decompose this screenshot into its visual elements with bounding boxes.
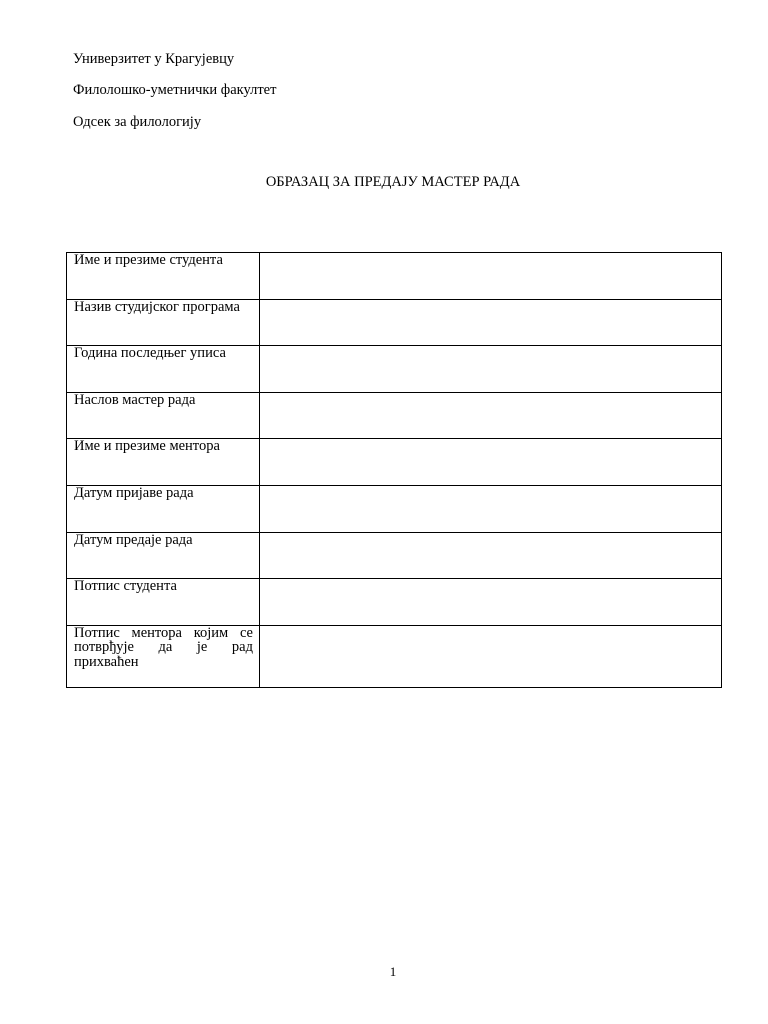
row-label-cell: [67, 346, 260, 393]
mentor-signature-label: Потпис ментора којим се потврђује да је рад прихваћен: [74, 624, 253, 670]
form-title: ОБРАЗАЦ ЗА ПРЕДАЈУ МАСТЕР РАДА: [265, 174, 521, 190]
page-number: 1: [389, 964, 397, 979]
study-program-field[interactable]: [260, 299, 722, 346]
table-row: [67, 532, 722, 579]
registration-date-label: Датум пријаве рада: [74, 484, 194, 501]
row-label-cell: [67, 579, 260, 626]
table-row: [67, 346, 722, 393]
row-label-cell: [67, 392, 260, 439]
thesis-title-label: Наслов мастер рада: [74, 391, 196, 408]
last-enrollment-year-field[interactable]: [260, 346, 722, 393]
submission-date-field[interactable]: [260, 532, 722, 579]
registration-date-field[interactable]: [260, 485, 722, 532]
student-signature-label: Потпис студента: [74, 578, 177, 595]
thesis-title-field[interactable]: [260, 392, 722, 439]
row-label-cell: [67, 485, 260, 532]
mentor-name-field[interactable]: [260, 439, 722, 486]
table-row: [67, 392, 722, 439]
row-label-cell: [67, 253, 260, 300]
table-row: [67, 625, 722, 687]
student-name-label: Име и презиме студента: [74, 252, 223, 268]
submission-date-label: Датум предаје рада: [74, 531, 193, 548]
row-label-cell: [67, 439, 260, 486]
table-row: [67, 485, 722, 532]
table-row: [67, 439, 722, 486]
mentor-name-label: Име и презиме ментора: [74, 438, 220, 455]
student-name-field[interactable]: [260, 253, 722, 300]
mentor-signature-field[interactable]: [260, 625, 722, 687]
submission-form-table: [66, 252, 722, 688]
last-enrollment-year-label: Година последњег уписа: [74, 345, 226, 362]
department-name: Одсек за филологију: [73, 114, 202, 130]
table-row: [67, 253, 722, 300]
row-label-cell: [67, 625, 260, 687]
table-row: [67, 579, 722, 626]
student-signature-field[interactable]: [260, 579, 722, 626]
table-row: [67, 299, 722, 346]
faculty-name: Филолошко-уметнички факултет: [73, 82, 277, 98]
row-label-cell: [67, 299, 260, 346]
study-program-label: Назив студијског програма: [74, 298, 240, 315]
university-name: Универзитет у Крагујевцу: [73, 51, 235, 67]
row-label-cell: [67, 532, 260, 579]
